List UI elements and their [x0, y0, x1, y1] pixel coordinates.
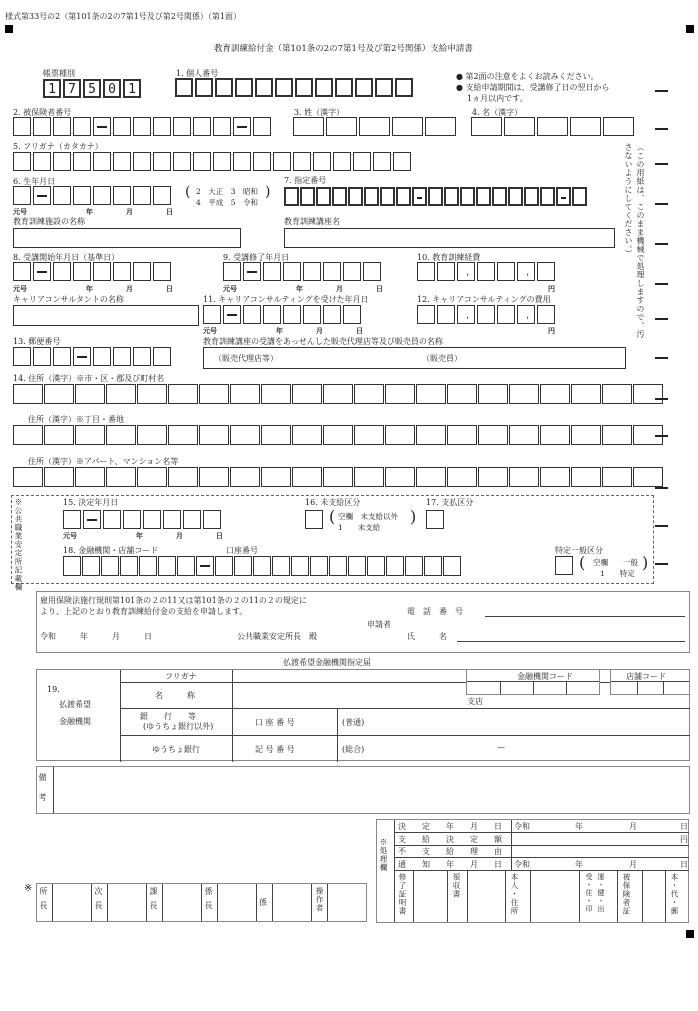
label-address-3: 住所（漢字）※アパート、マンション名等 — [28, 457, 179, 466]
designated-number-input[interactable] — [284, 187, 587, 206]
remarks-label: 備考 — [38, 773, 47, 813]
machine-processing-note: （この用紙は、このまま機械で処理しますので、汚さないようにしてください。） — [624, 143, 645, 339]
unit-year: 年 — [86, 284, 93, 293]
insured-number-input[interactable] — [13, 117, 271, 136]
char-cell[interactable] — [571, 467, 601, 487]
stamp-unit-chief: 係長 — [204, 887, 213, 915]
label-course: 教育訓練講座名 — [284, 217, 340, 226]
char-cell[interactable] — [571, 425, 601, 445]
char-cell[interactable] — [261, 467, 291, 487]
char-cell[interactable] — [106, 384, 136, 404]
furigana-label: フリガナ — [165, 672, 197, 681]
unit-era: 元号 — [13, 207, 27, 216]
char-cell[interactable] — [230, 467, 260, 487]
reiwa-label: 令和 — [514, 822, 530, 831]
unit-era: 元号 — [203, 326, 217, 335]
char-cell[interactable] — [323, 384, 353, 404]
unit-month: 月 — [176, 531, 183, 540]
unit-year: 年 — [276, 326, 283, 335]
account-label: 口 座 番 号 — [255, 718, 295, 727]
char-cell[interactable] — [168, 425, 198, 445]
label-agency: 教育訓練講座の受講をあっせんした販売代理店等及び販売員の名称 — [203, 337, 443, 346]
unit-year: 年 — [136, 531, 143, 540]
declaration-to: 公共職業安定所長 殿 — [237, 632, 317, 641]
char-cell[interactable] — [168, 384, 198, 404]
char-cell[interactable] — [44, 467, 74, 487]
timing-mark — [655, 90, 668, 92]
unit-month: 月 — [126, 207, 133, 216]
char-cell[interactable] — [44, 384, 74, 404]
label-end-date: 9. 受講修了年月日 — [223, 253, 290, 262]
label-career-name: キャリアコンサルタントの名称 — [13, 295, 124, 304]
timing-mark — [655, 487, 668, 489]
first-name-input[interactable] — [471, 117, 634, 136]
stamp-operator: 操作者 — [315, 887, 324, 913]
char-cell[interactable] — [329, 556, 347, 576]
unpaid-input[interactable] — [305, 510, 323, 529]
char-cell[interactable] — [447, 467, 477, 487]
applicant-label: 申請者 — [367, 620, 391, 629]
symbol-number-label: 記 号 番 号 — [255, 745, 295, 754]
symbol-dash: — — [497, 743, 505, 752]
store-code-label: 店舗コード — [626, 672, 666, 681]
notice-date-row: 通 知 年 月 日 — [398, 860, 502, 869]
unit-era: 元号 — [63, 531, 77, 540]
branch-label: 支店 — [467, 697, 483, 706]
char-cell[interactable] — [416, 467, 446, 487]
char-cell[interactable] — [310, 556, 328, 576]
registration-mark — [686, 25, 694, 33]
unit-day: 日 — [356, 326, 363, 335]
decision-date-input[interactable] — [63, 510, 221, 529]
char-cell[interactable] — [234, 556, 252, 576]
agency-input[interactable] — [203, 347, 626, 369]
label-address-2: 住所（漢字）※丁目・番地 — [28, 415, 124, 424]
postal-input[interactable] — [13, 347, 171, 366]
bank-label-1: 払渡希望 — [59, 700, 91, 709]
address-3-input[interactable] — [13, 467, 663, 487]
char-cell[interactable] — [478, 425, 508, 445]
timing-mark — [655, 398, 668, 400]
paren-left: ( — [185, 184, 191, 200]
char-cell[interactable] — [292, 467, 322, 487]
timing-mark — [655, 318, 668, 320]
label-address-1: 14. 住所（漢字）※市・区・郡及び町村名 — [13, 374, 165, 383]
declaration-date: 令和 年 月 日 — [40, 632, 152, 641]
era-codes: 2 大正 3 昭和 — [196, 187, 259, 196]
unit-year: 年 — [575, 860, 583, 869]
decision-date-row: 決 定 年 月 日 — [398, 822, 502, 831]
char-cell[interactable] — [540, 467, 570, 487]
timing-mark — [655, 357, 668, 359]
char-cell[interactable] — [292, 425, 322, 445]
char-cell[interactable] — [571, 384, 601, 404]
bank-code-label: 金融機関コード — [517, 672, 573, 681]
unpaid-opt-a: 空欄 未支給以外 — [338, 512, 398, 521]
bank-type-label: 銀 行 等 — [140, 712, 196, 721]
char-cell[interactable] — [354, 425, 384, 445]
last-name-input[interactable] — [293, 117, 456, 136]
unit-yen: 円 — [680, 835, 688, 844]
char-cell[interactable] — [75, 384, 105, 404]
char-cell[interactable] — [261, 425, 291, 445]
paren-right: ) — [642, 553, 649, 572]
timing-mark — [655, 203, 668, 205]
char-cell[interactable] — [447, 425, 477, 445]
declaration-text-1: 雇用保険法施行規則第101条の２の11又は第101条の２の11の２の規定に — [40, 596, 307, 605]
char-cell[interactable] — [478, 384, 508, 404]
char-cell[interactable] — [443, 556, 461, 576]
unit-day: 日 — [166, 207, 173, 216]
license-check-label: 運・健・出受・住・印 — [585, 873, 605, 913]
label-account-number: 口座番号 — [226, 546, 258, 555]
timing-mark — [655, 163, 668, 165]
label-facility: 教育訓練施設の名称 — [13, 217, 85, 226]
career-cost-input[interactable]: ' ' — [417, 305, 555, 324]
char-cell[interactable] — [75, 467, 105, 487]
training-cost-input[interactable]: ' ' — [417, 262, 555, 281]
char-cell[interactable] — [13, 384, 43, 404]
char-cell[interactable] — [120, 556, 138, 576]
unit-yen: 円 — [548, 284, 555, 293]
decision-amount-row: 支 給 決 定 額 — [398, 835, 502, 844]
unit-day: 日 — [376, 284, 383, 293]
completion-cert-label: 修了証明書 — [398, 873, 407, 916]
special-type-input[interactable] — [555, 556, 573, 575]
char-cell[interactable] — [367, 556, 385, 576]
unit-year: 年 — [86, 207, 93, 216]
char-cell[interactable] — [385, 425, 415, 445]
unit-month: 月 — [629, 860, 637, 869]
label-individual-number: 1. 個人番号 — [176, 69, 219, 78]
char-cell[interactable] — [291, 556, 309, 576]
char-cell[interactable] — [540, 384, 570, 404]
slip-type-label: 帳票種別 — [43, 69, 75, 78]
bank-label-2: 金融機関 — [59, 717, 91, 726]
char-cell[interactable] — [101, 556, 119, 576]
char-cell[interactable] — [177, 556, 195, 576]
timing-mark — [655, 525, 668, 527]
stamp-mark: ※ — [24, 883, 33, 894]
unit-day: 日 — [166, 284, 173, 293]
char-cell[interactable] — [137, 467, 167, 487]
stamp-staff: 係 — [259, 898, 267, 907]
registration-mark — [686, 930, 694, 938]
agency-store-label: （販売代理店等） — [214, 354, 278, 363]
unit-month: 月 — [316, 326, 323, 335]
payment-type-input[interactable] — [426, 510, 444, 529]
char-cell[interactable] — [540, 425, 570, 445]
char-cell[interactable] — [633, 384, 663, 404]
form-number: 様式第33号の2（第101条の2の7第1号及び第2号関係）（第1面） — [5, 12, 241, 21]
pes-label: ※公共職業安定所記載欄 — [14, 498, 23, 592]
char-cell[interactable] — [230, 384, 260, 404]
char-cell[interactable] — [354, 467, 384, 487]
course-input[interactable] — [284, 228, 615, 248]
char-cell[interactable] — [272, 556, 290, 576]
paren-left: ( — [329, 507, 336, 526]
char-cell[interactable] — [253, 556, 271, 576]
char-cell[interactable] — [137, 384, 167, 404]
char-cell[interactable] — [385, 384, 415, 404]
declaration-text-2: より、上記のとおり教育訓練給付金の支給を申請します。 — [40, 607, 248, 616]
yucho-label: ゆうちょ銀行 — [152, 745, 200, 754]
bank-code-input[interactable] — [63, 556, 461, 576]
char-cell[interactable] — [196, 556, 214, 576]
end-date-input[interactable] — [223, 262, 381, 281]
char-cell[interactable] — [137, 425, 167, 445]
applicant-name-label: 氏 名 — [407, 632, 447, 641]
char-cell[interactable] — [82, 556, 100, 576]
label-unpaid: 16. 未支給区分 — [305, 498, 361, 507]
label-designated-number: 7. 指定番号 — [284, 176, 327, 185]
unit-year: 年 — [575, 822, 583, 831]
label-career-date: 11. キャリアコンサルティングを受けた年月日 — [203, 295, 369, 304]
unit-day: 日 — [680, 822, 688, 831]
agency-staff-label: （販売員） — [422, 354, 462, 363]
char-cell[interactable] — [75, 425, 105, 445]
form-title: 教育訓練給付金（第101条の2の7第1号及び第2号関係）支給申請書 — [214, 44, 473, 54]
char-cell[interactable] — [602, 467, 632, 487]
birthdate-input[interactable] — [13, 186, 171, 205]
special-opt-a: 空欄 一般 — [593, 558, 638, 567]
stamp-director: 所長 — [39, 887, 48, 915]
label-special-type: 特定一般区分 — [555, 546, 603, 555]
char-cell[interactable] — [215, 556, 233, 576]
unit-day: 日 — [680, 860, 688, 869]
processing-table — [376, 819, 689, 923]
stamp-section-chief: 課長 — [149, 887, 158, 915]
char-cell[interactable] — [323, 425, 353, 445]
char-cell[interactable] — [106, 467, 136, 487]
char-cell[interactable] — [139, 556, 157, 576]
char-cell[interactable] — [199, 425, 229, 445]
ordinary-label: (普通) — [342, 718, 365, 727]
char-cell[interactable] — [168, 467, 198, 487]
unit-day: 日 — [216, 531, 223, 540]
char-cell[interactable] — [447, 384, 477, 404]
timing-mark — [655, 128, 668, 130]
agent-mail-label: 本・代・郵 — [670, 873, 679, 916]
unit-month: 月 — [126, 284, 133, 293]
phone-label: 電 話 番 号 — [407, 607, 463, 616]
bank-code-box[interactable] — [466, 669, 600, 695]
char-cell[interactable] — [199, 467, 229, 487]
label-postal: 13. 郵便番号 — [13, 337, 61, 346]
paren-left: ( — [579, 553, 586, 572]
bank-type-sub-label: (ゆうちょ銀行以外) — [143, 722, 214, 731]
store-code-box[interactable] — [610, 669, 690, 695]
char-cell[interactable] — [261, 384, 291, 404]
timing-mark — [655, 283, 668, 285]
bank-name-label: 名 称 — [155, 691, 195, 700]
char-cell[interactable] — [13, 467, 43, 487]
char-cell[interactable] — [292, 384, 322, 404]
facility-input[interactable] — [13, 228, 241, 248]
char-cell[interactable] — [386, 556, 404, 576]
label-bank-code: 18. 金融機関・店舗コード — [63, 546, 159, 555]
reiwa-label: 令和 — [514, 860, 530, 869]
general-label: (総合) — [342, 745, 365, 754]
char-cell[interactable] — [633, 467, 663, 487]
char-cell[interactable] — [323, 467, 353, 487]
note-2: ● 支給申請期間は、受講修了日の翌日から — [456, 83, 610, 92]
label-last-name: 3. 姓（漢字） — [294, 108, 345, 117]
label-payment-type: 17. 支払区分 — [426, 498, 474, 507]
char-cell[interactable] — [602, 384, 632, 404]
label-decision-date: 15. 決定年月日 — [63, 498, 119, 507]
bank-field-number: 19. — [47, 685, 60, 694]
label-furigana: 5. フリガナ（カタカナ） — [13, 142, 103, 151]
registration-mark — [5, 25, 13, 33]
era-codes-2: 4 平成 5 令和 — [196, 198, 259, 207]
char-cell[interactable] — [158, 556, 176, 576]
char-cell[interactable] — [509, 467, 539, 487]
label-first-name: 4. 名（漢字） — [472, 108, 523, 117]
unpaid-opt-b: 1 未支給 — [338, 523, 381, 532]
label-start-date: 8. 受講開始年月日（基準日） — [13, 253, 120, 262]
label-training-cost: 10. 教育訓練経費 — [417, 253, 481, 262]
char-cell[interactable] — [106, 425, 136, 445]
career-date-input[interactable] — [203, 305, 361, 324]
unit-era: 元号 — [13, 284, 27, 293]
start-date-input[interactable] — [13, 262, 171, 281]
furigana-input[interactable] — [13, 152, 411, 171]
note-2b: 1ヵ月以内です。 — [467, 94, 528, 103]
unit-month: 月 — [336, 284, 343, 293]
slip-type-boxes: 1 7 5 0 1 — [43, 79, 141, 98]
timing-mark — [655, 243, 668, 245]
remarks-box[interactable] — [36, 766, 690, 814]
unit-month: 月 — [629, 822, 637, 831]
address-1-input[interactable] — [13, 384, 663, 404]
stamp-table — [36, 883, 367, 922]
char-cell[interactable] — [199, 384, 229, 404]
paren-right: ) — [265, 184, 271, 200]
char-cell[interactable] — [416, 384, 446, 404]
timing-mark — [655, 435, 668, 437]
char-cell[interactable] — [405, 556, 423, 576]
char-cell[interactable] — [348, 556, 366, 576]
stamp-deputy: 次長 — [94, 887, 103, 915]
career-name-input[interactable] — [13, 305, 199, 326]
label-insured-number: 2. 被保険者番号 — [13, 108, 72, 117]
receipt-label: 領収書 — [452, 873, 461, 899]
char-cell[interactable] — [354, 384, 384, 404]
bank-section-title: 払渡希望金融機関指定届 — [283, 658, 371, 667]
label-birthdate: 6. 生年月日 — [13, 177, 56, 186]
char-cell[interactable] — [478, 467, 508, 487]
note-1: ● 第2面の注意をよくお読みください。 — [456, 72, 599, 81]
label-career-cost: 12. キャリアコンサルティングの費用 — [417, 295, 551, 304]
char-cell[interactable] — [385, 467, 415, 487]
individual-number-input[interactable] — [175, 78, 413, 97]
char-cell[interactable] — [509, 384, 539, 404]
unit-year: 年 — [296, 284, 303, 293]
processing-label: ※処理欄 — [379, 838, 388, 872]
char-cell[interactable] — [13, 425, 43, 445]
char-cell[interactable] — [509, 425, 539, 445]
insured-cert-label: 被保険者証 — [622, 873, 631, 916]
address-2-input[interactable] — [13, 425, 663, 445]
char-cell[interactable] — [416, 425, 446, 445]
timing-mark — [655, 563, 668, 565]
identity-address-label: 本人・住所 — [510, 873, 519, 916]
char-cell[interactable] — [602, 425, 632, 445]
char-cell[interactable] — [424, 556, 442, 576]
special-opt-b: 1 特定 — [600, 569, 635, 578]
char-cell[interactable] — [44, 425, 74, 445]
char-cell[interactable] — [230, 425, 260, 445]
char-cell[interactable] — [63, 556, 81, 576]
non-payment-reason-row: 不 支 給 理 由 — [398, 847, 502, 856]
unit-yen: 円 — [548, 326, 555, 335]
unit-era: 元号 — [223, 284, 237, 293]
declaration-box — [36, 591, 690, 653]
paren-right: ) — [410, 507, 417, 526]
